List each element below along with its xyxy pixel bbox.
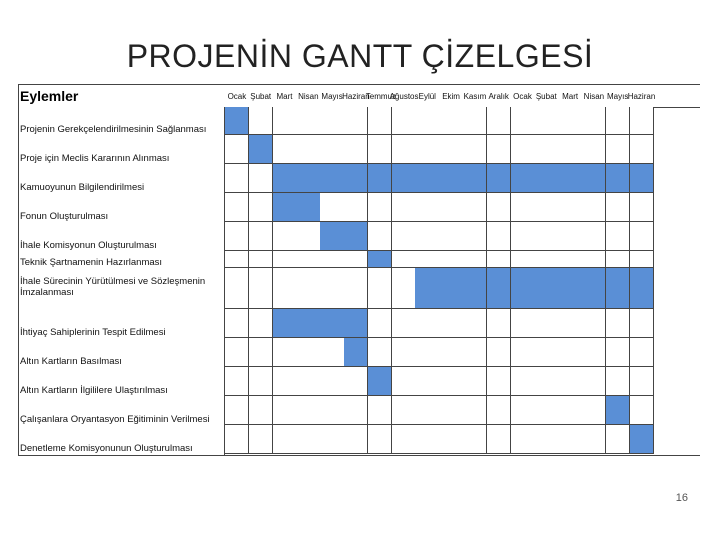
gantt-cell	[273, 367, 297, 396]
gantt-cell	[392, 367, 416, 396]
task-label: İhale Komisyonun Oluşturulması	[20, 240, 157, 251]
gantt-cell	[368, 193, 392, 222]
gantt-cell	[320, 338, 344, 367]
gantt-cell	[368, 338, 392, 367]
gantt-cell	[606, 425, 630, 454]
gantt-cell	[630, 135, 654, 164]
gantt-bar-cell	[368, 251, 392, 268]
gantt-cell	[534, 425, 558, 454]
gantt-cell	[415, 193, 439, 222]
gantt-bar-cell	[368, 367, 392, 396]
gantt-cell	[511, 309, 535, 338]
gantt-cell	[344, 396, 368, 425]
gantt-cell	[225, 193, 249, 222]
gantt-cell	[534, 251, 558, 268]
gantt-cell	[534, 193, 558, 222]
gantt-cell	[463, 193, 487, 222]
gantt-cell	[344, 367, 368, 396]
gantt-cell	[511, 193, 535, 222]
gantt-cell	[273, 251, 297, 268]
gantt-cell	[439, 135, 463, 164]
gantt-bar-cell	[630, 425, 654, 454]
gantt-bar-cell	[630, 268, 654, 309]
gantt-cell	[558, 135, 582, 164]
task-label: Kamuoyunun Bilgilendirilmesi	[20, 182, 145, 193]
gantt-cell	[630, 396, 654, 425]
gantt-cell	[439, 193, 463, 222]
gantt-cell	[368, 268, 392, 309]
gantt-cell	[463, 338, 487, 367]
gantt-cell	[344, 135, 368, 164]
gantt-cell	[439, 425, 463, 454]
table-top-border	[18, 84, 700, 85]
gantt-cell	[273, 396, 297, 425]
month-label: Mart	[562, 92, 579, 101]
gantt-bar-cell	[415, 268, 439, 309]
gantt-cell	[534, 367, 558, 396]
gantt-cell	[415, 338, 439, 367]
gantt-bar-cell	[582, 268, 606, 309]
gantt-cell	[296, 107, 320, 135]
gantt-bar-cell	[439, 164, 463, 193]
gantt-cell	[487, 251, 511, 268]
gantt-cell	[344, 425, 368, 454]
gantt-bar-cell	[320, 164, 344, 193]
gantt-cell	[558, 425, 582, 454]
gantt-cell	[273, 107, 297, 135]
gantt-cell	[534, 309, 558, 338]
gantt-cell	[606, 193, 630, 222]
gantt-cell	[225, 222, 249, 251]
gantt-bar-cell	[415, 164, 439, 193]
gantt-cell	[249, 367, 273, 396]
gantt-bar-cell	[273, 193, 297, 222]
gantt-cell	[439, 396, 463, 425]
gantt-cell	[225, 425, 249, 454]
month-label: Haziran	[342, 92, 370, 101]
task-label: Fonun Oluşturulması	[20, 211, 109, 222]
gantt-cell	[225, 338, 249, 367]
gantt-cell	[225, 135, 249, 164]
gantt-bar-cell	[296, 309, 320, 338]
gantt-bar-cell	[439, 268, 463, 309]
table-left-border	[18, 84, 19, 456]
gantt-bar-cell	[558, 164, 582, 193]
gantt-cell	[392, 251, 416, 268]
gantt-cell	[582, 107, 606, 135]
gantt-bar-cell	[344, 164, 368, 193]
gantt-cell	[463, 107, 487, 135]
gantt-cell	[582, 309, 606, 338]
gantt-bar-cell	[558, 268, 582, 309]
gantt-cell	[534, 222, 558, 251]
gantt-cell	[225, 251, 249, 268]
gantt-cell	[415, 367, 439, 396]
gantt-cell	[344, 268, 368, 309]
gantt-cell	[368, 107, 392, 135]
gantt-bar-cell	[320, 309, 344, 338]
gantt-cell	[320, 193, 344, 222]
gantt-cell	[249, 338, 273, 367]
gantt-cell	[582, 425, 606, 454]
gantt-bar-cell	[582, 164, 606, 193]
gantt-cell	[249, 107, 273, 135]
task-label: İhtiyaç Sahiplerinin Tespit Edilmesi	[20, 327, 166, 338]
gantt-bar-cell	[511, 268, 535, 309]
gantt-bar-cell	[344, 338, 368, 367]
gantt-cell	[463, 251, 487, 268]
gantt-cell	[582, 396, 606, 425]
month-label: Nisan	[298, 92, 319, 101]
gantt-cell	[296, 222, 320, 251]
gantt-cell	[296, 367, 320, 396]
gantt-cell	[320, 107, 344, 135]
gantt-cell	[320, 251, 344, 268]
gantt-cell	[511, 425, 535, 454]
gantt-bar-cell	[606, 164, 630, 193]
gantt-bar-cell	[368, 164, 392, 193]
gantt-cell	[606, 107, 630, 135]
month-label: Ekim	[442, 92, 460, 101]
gantt-cell	[606, 338, 630, 367]
gantt-cell	[630, 338, 654, 367]
month-label: Kasım	[463, 92, 487, 101]
gantt-bar-cell	[463, 268, 487, 309]
gantt-cell	[606, 222, 630, 251]
gantt-cell	[630, 107, 654, 135]
gantt-cell	[582, 222, 606, 251]
table-bottom-border	[18, 455, 700, 456]
gantt-cell	[415, 222, 439, 251]
gantt-cell	[511, 222, 535, 251]
gantt-cell	[368, 309, 392, 338]
gantt-cell	[606, 251, 630, 268]
gantt-cell	[320, 268, 344, 309]
gantt-cell	[344, 251, 368, 268]
gantt-cell	[273, 338, 297, 367]
gantt-bar-cell	[463, 164, 487, 193]
gantt-bar-cell	[273, 309, 297, 338]
gantt-cell	[582, 251, 606, 268]
gantt-cell	[249, 425, 273, 454]
gantt-cell	[225, 367, 249, 396]
gantt-cell	[249, 251, 273, 268]
task-label: Projenin Gerekçelendirilmesinin Sağlanması	[20, 124, 207, 135]
month-label: Temmuz	[365, 92, 397, 101]
gantt-cell	[606, 309, 630, 338]
gantt-cell	[296, 135, 320, 164]
gantt-cell	[487, 396, 511, 425]
gantt-bar-cell	[606, 396, 630, 425]
gantt-cell	[439, 367, 463, 396]
gantt-cell	[582, 193, 606, 222]
gantt-cell	[415, 135, 439, 164]
month-label: Mart	[276, 92, 293, 101]
gantt-cell	[368, 425, 392, 454]
gantt-cell	[582, 338, 606, 367]
gantt-cell	[273, 135, 297, 164]
gantt-cell	[273, 268, 297, 309]
gantt-bar-cell	[606, 268, 630, 309]
gantt-cell	[487, 425, 511, 454]
gantt-cell	[511, 338, 535, 367]
gantt-cell	[582, 135, 606, 164]
gantt-cell	[415, 425, 439, 454]
gantt-cell	[487, 338, 511, 367]
month-label: Ocak	[513, 92, 532, 101]
actions-header: Eylemler	[20, 88, 79, 104]
gantt-cell	[487, 309, 511, 338]
gantt-cell	[392, 135, 416, 164]
gantt-cell	[439, 309, 463, 338]
gantt-cell	[630, 193, 654, 222]
gantt-cell	[320, 396, 344, 425]
gantt-bar-cell	[320, 222, 344, 251]
gantt-cell	[344, 193, 368, 222]
gantt-bar-cell	[534, 164, 558, 193]
gantt-cell	[439, 107, 463, 135]
month-label: Mayıs	[607, 92, 629, 101]
month-label: Ağustos	[389, 92, 419, 101]
gantt-cell	[368, 135, 392, 164]
gantt-cell	[630, 367, 654, 396]
gantt-cell	[558, 251, 582, 268]
gantt-bar-cell	[344, 222, 368, 251]
gantt-cell	[463, 367, 487, 396]
gantt-cell	[368, 222, 392, 251]
gantt-cell	[534, 107, 558, 135]
task-label: İhale Sürecinin Yürütülmesi ve Sözleşmenin İmzalanması	[20, 276, 206, 298]
task-label: Proje için Meclis Kararının Alınması	[20, 153, 170, 164]
gantt-cell	[225, 164, 249, 193]
gantt-cell	[463, 222, 487, 251]
gantt-bar-cell	[296, 193, 320, 222]
gantt-cell	[320, 135, 344, 164]
gantt-bar-cell	[511, 164, 535, 193]
gantt-bar-cell	[487, 268, 511, 309]
gantt-cell	[463, 135, 487, 164]
gantt-cell	[511, 251, 535, 268]
gantt-bar-cell	[225, 107, 249, 135]
gantt-cell	[392, 309, 416, 338]
gantt-cell	[225, 396, 249, 425]
gantt-cell	[296, 268, 320, 309]
gantt-bar-cell	[392, 164, 416, 193]
gantt-cell	[606, 135, 630, 164]
gantt-cell	[249, 222, 273, 251]
gantt-cell	[392, 396, 416, 425]
gantt-bar-cell	[630, 164, 654, 193]
gantt-cell	[487, 222, 511, 251]
gantt-cell	[439, 222, 463, 251]
gantt-cell	[225, 309, 249, 338]
gantt-cell	[249, 309, 273, 338]
gantt-cell	[582, 367, 606, 396]
gantt-cell	[344, 107, 368, 135]
gantt-cell	[487, 107, 511, 135]
gantt-cell	[463, 309, 487, 338]
gantt-cell	[487, 135, 511, 164]
gantt-cell	[415, 309, 439, 338]
task-label: Denetleme Komisyonunun Oluşturulması	[20, 443, 193, 454]
month-label: Ocak	[227, 92, 247, 101]
gantt-cell	[392, 268, 416, 309]
gantt-cell	[630, 309, 654, 338]
gantt-cell	[296, 425, 320, 454]
month-label: Şubat	[535, 92, 557, 101]
gantt-cell	[534, 396, 558, 425]
gantt-cell	[439, 251, 463, 268]
gantt-cell	[320, 425, 344, 454]
gantt-cell	[558, 222, 582, 251]
gantt-cell	[630, 222, 654, 251]
gantt-bar-cell	[344, 309, 368, 338]
month-label: Mayıs	[321, 92, 343, 101]
gantt-bar-cell	[296, 164, 320, 193]
gantt-cell	[273, 222, 297, 251]
month-label: Şubat	[250, 92, 272, 101]
gantt-cell	[558, 107, 582, 135]
page-number: 16	[675, 492, 688, 504]
task-label: Altın Kartların Basılması	[20, 356, 122, 367]
task-label: Teknik Şartnamenin Hazırlanması	[20, 257, 163, 268]
gantt-cell	[392, 193, 416, 222]
gantt-cell	[392, 425, 416, 454]
gantt-cell	[392, 222, 416, 251]
gantt-cell	[606, 367, 630, 396]
gantt-cell	[415, 107, 439, 135]
gantt-cell	[558, 338, 582, 367]
gantt-bar-cell	[249, 135, 273, 164]
gantt-cell	[415, 251, 439, 268]
month-label: Aralık	[488, 92, 509, 101]
task-label: Altın Kartların İlgililere Ulaştırılması	[20, 385, 168, 396]
gantt-bar-cell	[534, 268, 558, 309]
gantt-cell	[415, 396, 439, 425]
gantt-cell	[534, 135, 558, 164]
gantt-cell	[463, 396, 487, 425]
gantt-cell	[558, 309, 582, 338]
gantt-cell	[392, 107, 416, 135]
gantt-cell	[225, 268, 249, 309]
gantt-cell	[296, 396, 320, 425]
gantt-cell	[558, 367, 582, 396]
month-label: Eylül	[418, 92, 436, 101]
gantt-cell	[296, 338, 320, 367]
gantt-cell	[511, 135, 535, 164]
gantt-bar-cell	[273, 164, 297, 193]
gantt-cell	[273, 425, 297, 454]
gantt-cell	[249, 193, 273, 222]
gantt-bar-cell	[487, 164, 511, 193]
month-label: Nisan	[583, 92, 605, 101]
gantt-cell	[439, 338, 463, 367]
gantt-cell	[511, 367, 535, 396]
gantt-cell	[630, 251, 654, 268]
month-label: Haziran	[627, 92, 656, 101]
gantt-cell	[463, 425, 487, 454]
gantt-cell	[320, 367, 344, 396]
gantt-cell	[487, 193, 511, 222]
gantt-cell	[511, 396, 535, 425]
gantt-cell	[487, 367, 511, 396]
gantt-cell	[558, 193, 582, 222]
gantt-cell	[534, 338, 558, 367]
gantt-cell	[249, 396, 273, 425]
gantt-cell	[249, 164, 273, 193]
gantt-cell	[368, 396, 392, 425]
task-label: Çalışanlara Oryantasyon Eğitiminin Verilmesi	[20, 414, 210, 425]
page-title: PROJENİN GANTT ÇİZELGESİ	[126, 38, 594, 74]
gantt-cell	[558, 396, 582, 425]
gantt-cell	[296, 251, 320, 268]
gantt-cell	[249, 268, 273, 309]
gantt-cell	[511, 107, 535, 135]
gantt-cell	[392, 338, 416, 367]
